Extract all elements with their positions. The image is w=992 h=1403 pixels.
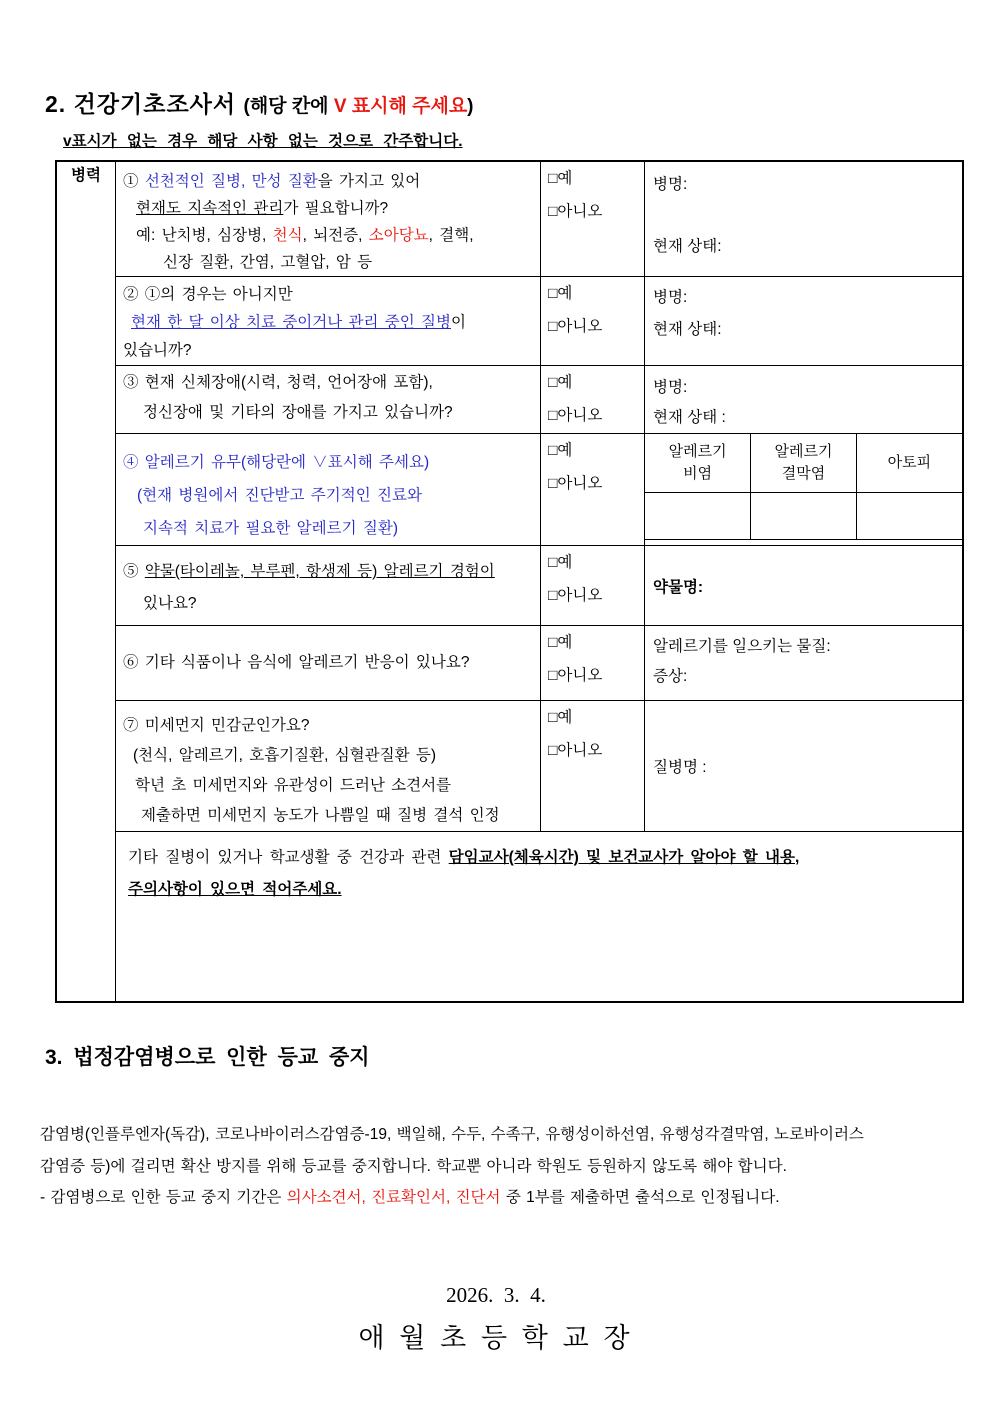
question-3: ③ 현재 신체장애(시력, 청력, 언어장애 포함), 정신장애 및 기타의 장애를 가지고 있습니까?	[116, 366, 541, 434]
checkbox-icon: □	[548, 709, 558, 726]
checkbox-yes[interactable]: □예	[548, 554, 573, 571]
checkbox-no[interactable]: □아니오	[548, 475, 603, 492]
table-row-notes	[56, 832, 963, 1002]
answer-cell-q5	[541, 546, 645, 626]
allergy-subtable	[645, 434, 962, 540]
checkbox-yes[interactable]: □예	[548, 442, 573, 459]
field-label-current-state: 현재 상태:	[653, 238, 722, 255]
field-label-disease: 병명:	[653, 379, 688, 396]
checkbox-yes[interactable]: □예	[548, 285, 573, 302]
health-survey-table	[55, 160, 964, 1003]
paragraph-line-1: 감염병(인플루엔자(독감), 코로나바이러스감염증-19, 백일해, 수두, 수족구, 유행성이하선염, 유행성각결막염, 노로바이러스	[40, 1126, 864, 1143]
detail-cell-q2[interactable]	[645, 277, 964, 366]
question-2: ② ①의 경우는 아니지만 현재 한 달 이상 치료 중이거나 관리 중인 질병이 있습니까?	[116, 277, 541, 366]
allergy-mark-row	[645, 493, 962, 540]
checkbox-icon: □	[548, 587, 558, 604]
question-7: ⑦ 미세먼지 민감군인가요? (천식, 알레르기, 호흡기질환, 심혈관질환 등) 학년 초 미세먼지와 유관성이 드러난 소견서를 제출하면 미세먼지 농도가 나쁨일 때 질병 결석 인정	[116, 701, 541, 832]
checkbox-icon: □	[548, 407, 558, 424]
checkbox-icon: □	[548, 667, 558, 684]
question-2-highlight: 현재 한 달 이상 치료 중이거나 관리 중인 질병	[131, 314, 451, 331]
checkbox-no[interactable]: □아니오	[548, 587, 603, 604]
section2-paren-pre: (해당 칸에	[243, 96, 334, 117]
field-label-symptom: 증상:	[653, 668, 688, 685]
field-label-disease: 병명:	[653, 289, 688, 306]
checkbox-icon: □	[548, 203, 558, 220]
notes-cell[interactable]: 기타 질병이 있거나 학교생활 중 건강과 관련 담임교사(체육시간) 및 보건교사가 알아야 할 내용, 주의사항이 있으면 적어주세요.	[116, 832, 964, 1002]
answer-cell-q6	[541, 626, 645, 701]
allergy-header-conjunctivitis: 알레르기 결막염	[751, 434, 857, 493]
question-1: ① 선천적인 질병, 만성 질환을 가지고 있어 현재도 지속적인 관리가 필요합니까? 예: 난치병, 심장병, 천식, 뇌전증, 소아당뇨, 결핵, 신장 질환, 간염, 고혈압, 암 등	[116, 161, 541, 277]
allergy-header-atopy: 아토피	[856, 434, 962, 493]
field-label-allergen: 알레르기를 일으키는 물질:	[653, 638, 831, 655]
section2-subtitle: v표시가 없는 경우 해당 사항 없는 것으로 간주합니다.	[63, 133, 463, 150]
checkbox-icon: □	[548, 554, 558, 571]
document-date: 2026. 3. 4.	[446, 1283, 546, 1307]
checkbox-no[interactable]: □아니오	[548, 742, 603, 759]
table-row-q6	[56, 626, 963, 701]
section3-heading: 3. 법정감염병으로 인한 등교 중지	[45, 1046, 370, 1069]
answer-cell-q2	[541, 277, 645, 366]
table-row-q3	[56, 366, 963, 434]
field-label-disease: 병명:	[653, 176, 688, 193]
table-row-q7	[56, 701, 963, 832]
checkbox-no[interactable]: □아니오	[548, 667, 603, 684]
field-label-current-state: 현재 상태:	[653, 321, 722, 338]
checkbox-yes[interactable]: □예	[548, 374, 573, 391]
allergy-subtable-cell	[645, 434, 964, 546]
allergy-mark-conjunctivitis[interactable]	[751, 493, 857, 540]
checkbox-icon: □	[548, 442, 558, 459]
section2-title: 2. 건강기초조사서	[45, 91, 244, 117]
checkbox-yes[interactable]: □예	[548, 170, 573, 187]
table-row-q1	[56, 161, 963, 277]
detail-cell-q1[interactable]	[645, 161, 964, 277]
checkbox-icon: □	[548, 634, 558, 651]
checkbox-icon: □	[548, 374, 558, 391]
checkbox-icon: □	[548, 170, 558, 187]
checkbox-yes[interactable]: □예	[548, 634, 573, 651]
checkbox-icon: □	[548, 475, 558, 492]
checkbox-icon: □	[548, 318, 558, 335]
field-label-current-state: 현재 상태 :	[653, 409, 726, 426]
principal-signature: 애 월 초 등 학 교 장	[358, 1323, 634, 1353]
field-label-drug-name: 약물명:	[653, 578, 704, 596]
section2-paren-post: )	[467, 96, 474, 117]
allergy-header-rhinitis: 알레르기 비염	[645, 434, 751, 493]
checkbox-no[interactable]: □아니오	[548, 407, 603, 424]
detail-cell-q6[interactable]	[645, 626, 964, 701]
table-row-q5	[56, 546, 963, 626]
paragraph-line-3: - 감염병으로 인한 등교 중지 기간은 의사소견서, 진료확인서, 진단서 중 1부를 제출하면 출석으로 인정됩니다.	[40, 1189, 780, 1206]
row-group-header: 병력	[56, 161, 116, 1002]
question-6: ⑥ 기타 식품이나 음식에 알레르기 반응이 있나요?	[116, 626, 541, 701]
table-row-q4	[56, 434, 963, 546]
section2-heading	[45, 86, 474, 119]
field-label-illness-name: 질병명 :	[653, 759, 707, 776]
detail-cell-q7[interactable]	[645, 701, 964, 832]
section2-paren-red: V 표시해 주세요	[333, 96, 468, 117]
answer-cell-q4	[541, 434, 645, 546]
required-documents: 의사소견서, 진료확인서, 진단서	[286, 1189, 501, 1206]
paragraph-line-2: 감염증 등)에 걸리면 확산 방지를 위해 등교를 중지합니다. 학교뿐 아니라 학원도 등원하지 않도록 해야 합니다.	[40, 1157, 787, 1175]
answer-cell-q3	[541, 366, 645, 434]
detail-cell-q3[interactable]	[645, 366, 964, 434]
section3-paragraph	[40, 1119, 864, 1214]
answer-cell-q1	[541, 161, 645, 277]
checkbox-icon: □	[548, 285, 558, 302]
table-row-q2	[56, 277, 963, 366]
checkbox-icon: □	[548, 742, 558, 759]
checkbox-no[interactable]: □아니오	[548, 318, 603, 335]
allergy-mark-atopy[interactable]	[856, 493, 962, 540]
detail-cell-q5[interactable]	[645, 546, 964, 626]
answer-cell-q7	[541, 701, 645, 832]
checkbox-no[interactable]: □아니오	[548, 203, 603, 220]
allergy-header-row	[645, 434, 962, 493]
allergy-mark-rhinitis[interactable]	[645, 493, 751, 540]
question-1-highlight: 선천적인 질병, 만성 질환	[144, 173, 318, 190]
question-4: ④ 알레르기 유무(해당란에 ∨표시해 주세요) (현재 병원에서 진단받고 주기적인 진료와 지속적 치료가 필요한 알레르기 질환)	[116, 434, 541, 546]
question-5: ⑤ 약물(타이레놀, 부루펜, 항생제 등) 알레르기 경험이 있나요?	[116, 546, 541, 626]
checkbox-yes[interactable]: □예	[548, 709, 573, 726]
